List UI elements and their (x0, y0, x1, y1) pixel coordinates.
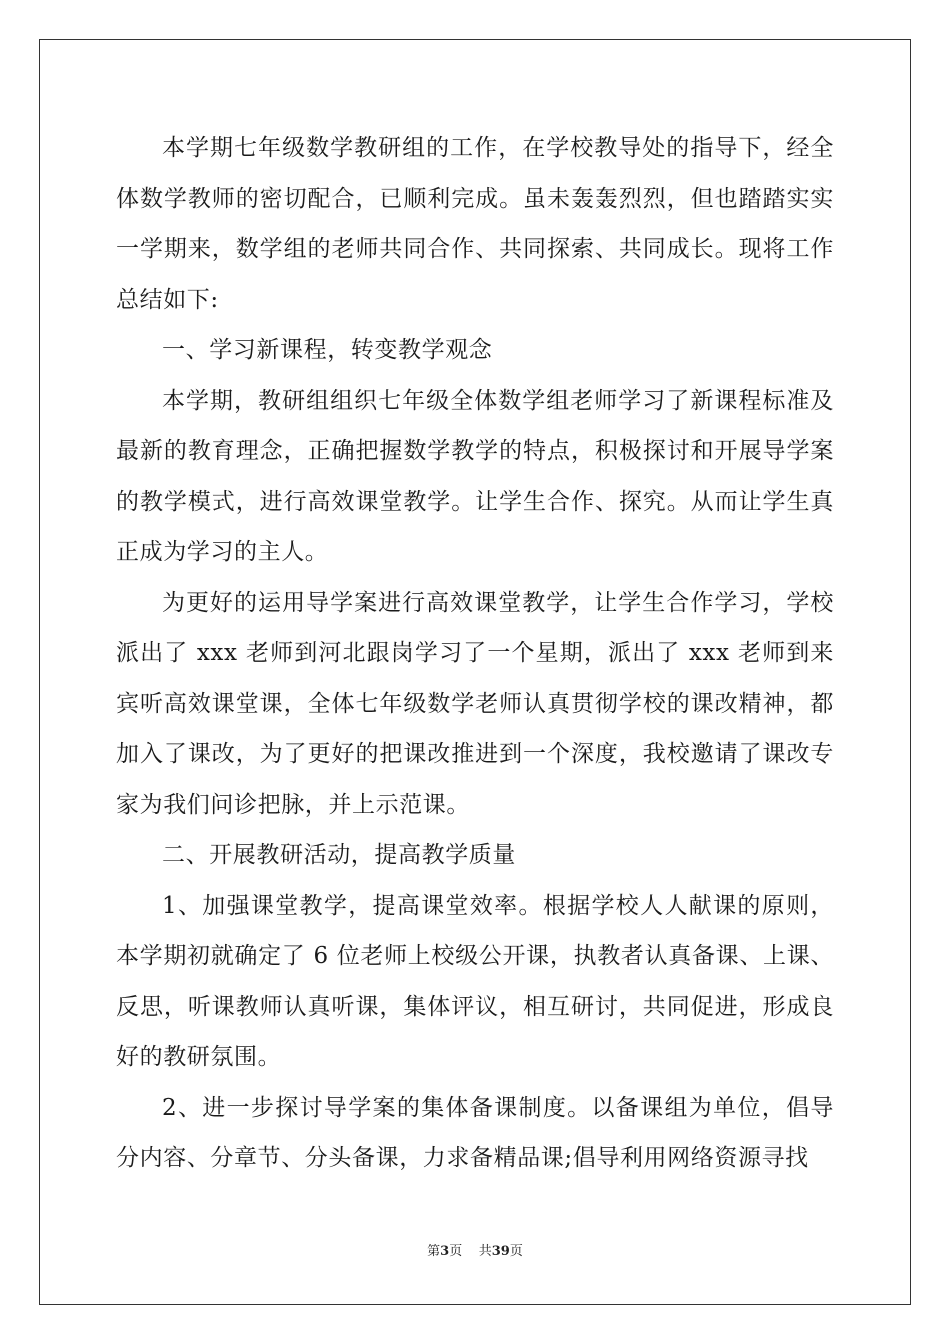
footer-total-prefix: 共 (478, 1244, 492, 1259)
footer-total-suffix: 页 (509, 1244, 523, 1259)
paragraph-item-1: 1、加强课堂教学，提高课堂效率。根据学校人人献课的原则，本学期初就确定了 6 位老师上校级公开课，执教者认真备课、上课、反思，听课教师认真听课，集体评议，相互研讨，共同促进，形成良好的教研氛围。 (116, 892, 834, 1070)
page-footer (0, 1240, 950, 1259)
section-heading-1: 一、学习新课程，转变教学观念 (162, 337, 493, 363)
document-body (116, 123, 834, 1184)
paragraph-classroom-reform: 为更好的运用导学案进行高效课堂教学，让学生合作学习，学校派出了 xxx 老师到河北跟岗学习了一个星期，派出了 xxx 老师到来宾听高效课堂课，全体七年级数学老师认真贯彻学校的课改精神，都加入了课改，为了更好的把课改推进到一个深度，我校邀请了课改专家为我们问诊把脉，并上示范课。 (116, 589, 834, 818)
footer-total-pages: 39 (491, 1244, 510, 1259)
footer-page-suffix: 页 (449, 1244, 463, 1259)
paragraph-intro: 本学期七年级数学教研组的工作，在学校教导处的指导下，经全体数学教师的密切配合，已顺利完成。虽未轰轰烈烈，但也踏踏实实一学期来，数学组的老师共同合作、共同探索、共同成长。现将工作总结如下: (116, 135, 834, 313)
paragraph-new-curriculum: 本学期，教研组组织七年级全体数学组老师学习了新课程标准及最新的教育理念，正确把握数学教学的特点，积极探讨和开展导学案的教学模式，进行高效课堂教学。让学生合作、探究。从而让学生真正成为学习的主人。 (116, 387, 834, 565)
section-heading-2: 二、开展教研活动，提高教学质量 (162, 842, 516, 868)
paragraph-item-2: 2、进一步探讨导学案的集体备课制度。以备课组为单位，倡导分内容、分章节、分头备课，力求备精品课;倡导利用网络资源寻找 (116, 1094, 834, 1171)
footer-page-number: 3 (440, 1244, 450, 1259)
footer-page-prefix: 第 (427, 1244, 441, 1259)
